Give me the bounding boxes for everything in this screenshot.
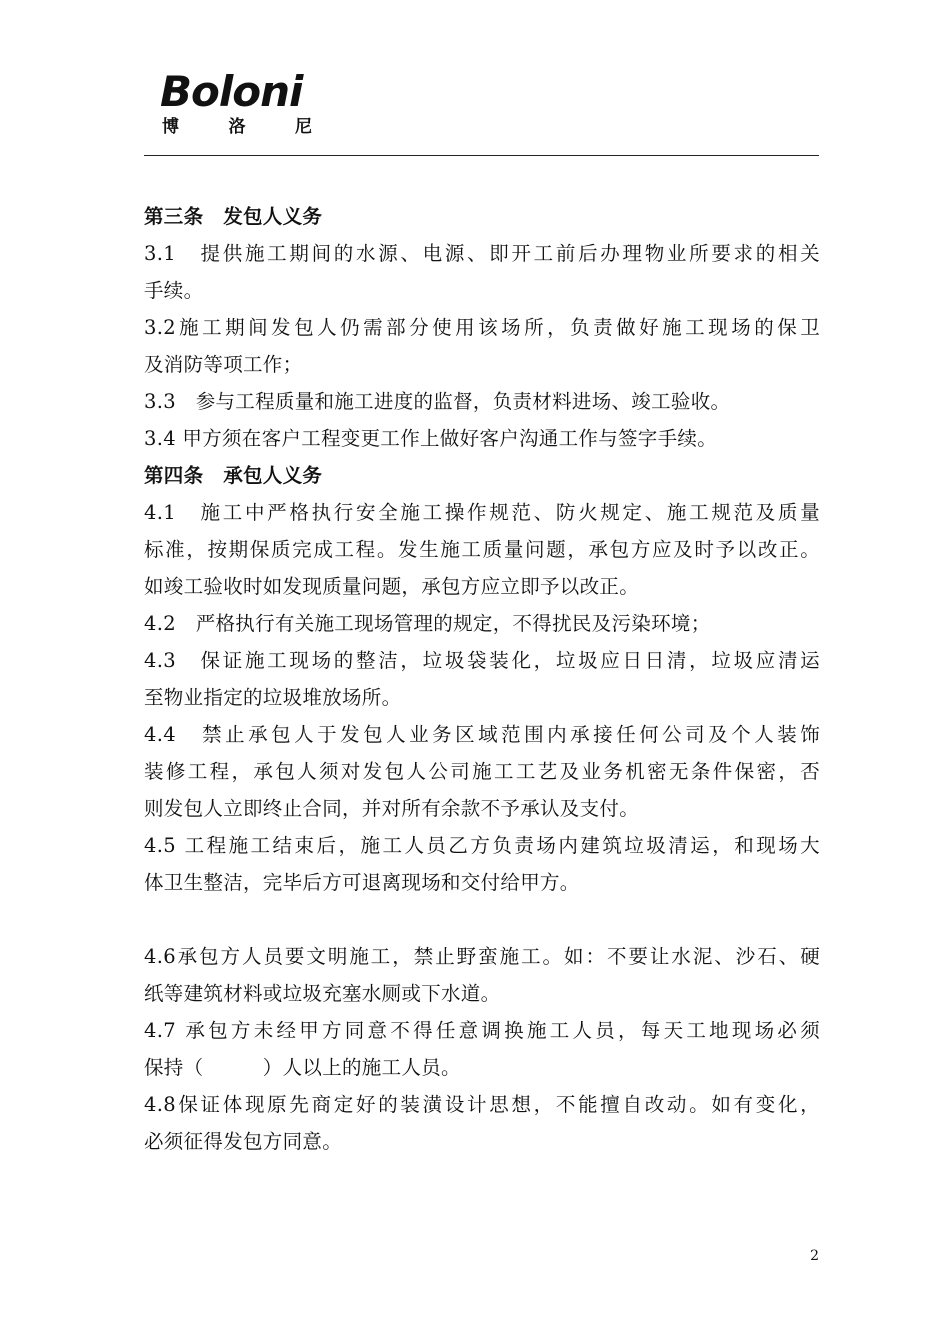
clause-3-3: 3.3 参与工程质量和施工进度的监督，负责材料进场、竣工验收。: [144, 390, 731, 413]
clause-4-6-line-1: 4.6承包方人员要文明施工，禁止野蛮施工。如：不要让水泥、沙石、硬: [144, 945, 820, 968]
section-heading-article-3: 第三条 发包人义务: [144, 205, 323, 228]
clause-4-1-line-2: 标准，按期保质完成工程。发生施工质量问题，承包方应及时予以改正。: [144, 538, 820, 561]
clause-4-7-line-1: 4.7 承包方未经甲方同意不得任意调换施工人员，每天工地现场必须: [144, 1019, 820, 1042]
clause-4-4-line-1: 4.4 禁止承包人于发包人业务区域范围内承接任何公司及个人装饰: [144, 723, 820, 746]
logo-char-1: 博: [162, 117, 179, 137]
boloni-logo: [160, 67, 330, 137]
clause-4-8-line-1: 4.8保证体现原先商定好的装潢设计思想，不能擅自改动。如有变化，: [144, 1093, 820, 1116]
section-heading-article-4: 第四条 承包人义务: [144, 464, 323, 487]
clause-3-2-line-2: 及消防等项工作；: [144, 353, 303, 376]
clause-4-1-line-1: 4.1 施工中严格执行安全施工操作规范、防火规定、施工规范及质量: [144, 501, 820, 524]
clause-4-2: 4.2 严格执行有关施工现场管理的规定，不得扰民及污染环境；: [144, 612, 711, 635]
clause-3-1-line-2: 手续。: [144, 279, 204, 302]
header-rule: [144, 155, 819, 156]
clause-3-4: 3.4 甲方须在客户工程变更工作上做好客户沟通工作与签字手续。: [144, 427, 718, 450]
clause-4-8-line-2: 必须征得发包方同意。: [144, 1130, 343, 1153]
blank-line: [144, 901, 820, 938]
clause-4-7-line-2: 保持（ ）人以上的施工人员。: [144, 1056, 461, 1079]
clause-4-5-line-1: 4.5 工程施工结束后，施工人员乙方负责场内建筑垃圾清运，和现场大: [144, 834, 820, 857]
page-number: 2: [810, 1248, 819, 1264]
logo-char-2: 洛: [228, 117, 246, 137]
clause-4-4-line-3: 则发包人立即终止合同，并对所有余款不予承认及支付。: [144, 797, 640, 820]
logo-wordmark: Boloni: [160, 67, 303, 116]
clause-4-3-line-2: 至物业指定的垃圾堆放场所。: [144, 686, 402, 709]
clause-4-1-line-3: 如竣工验收时如发现质量问题，承包方应立即予以改正。: [144, 575, 640, 598]
document-body: [144, 198, 820, 1160]
clause-3-1-line-1: 3.1 提供施工期间的水源、电源、即开工前后办理物业所要求的相关: [144, 242, 820, 265]
clause-4-6-line-2: 纸等建筑材料或垃圾充塞水厕或下水道。: [144, 982, 501, 1005]
logo-char-3: 尼: [295, 117, 312, 137]
clause-4-4-line-2: 装修工程，承包人须对发包人公司施工工艺及业务机密无条件保密，否: [144, 760, 820, 783]
clause-3-2-line-1: 3.2施工期间发包人仍需部分使用该场所，负责做好施工现场的保卫: [144, 316, 820, 339]
clause-4-3-line-1: 4.3 保证施工现场的整洁，垃圾袋装化，垃圾应日日清，垃圾应清运: [144, 649, 820, 672]
clause-4-5-line-2: 体卫生整洁，完毕后方可退离现场和交付给甲方。: [144, 871, 580, 894]
